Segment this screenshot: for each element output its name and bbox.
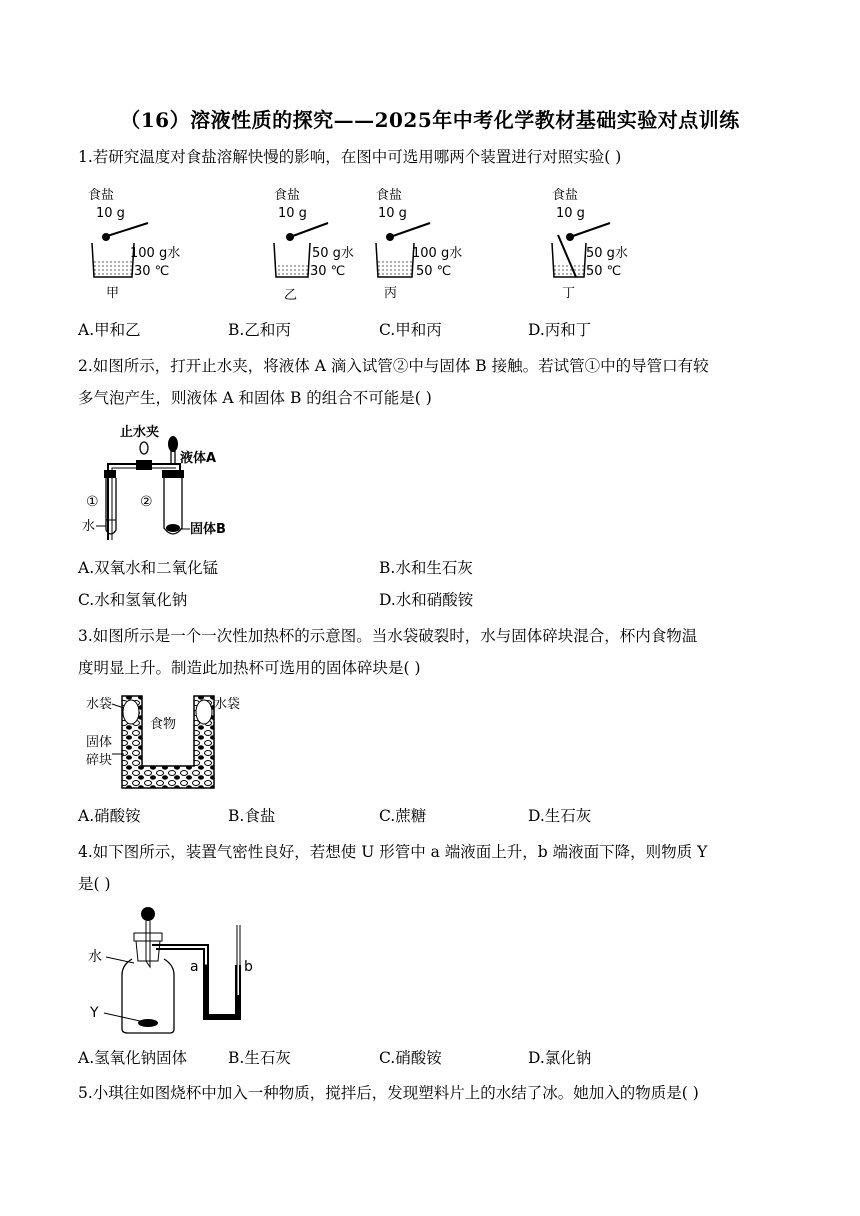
tube-1-label: ①	[86, 494, 99, 510]
beaker-3-label: 丙	[384, 286, 398, 301]
beaker-1-label: 甲	[106, 286, 120, 301]
water-label: 水	[88, 949, 102, 965]
solid-label-1: 固体	[86, 735, 113, 750]
substance-y-label: Y	[90, 1005, 99, 1021]
beaker-1-salt: 食盐	[88, 188, 115, 203]
water-bag-left-label: 水袋	[86, 697, 113, 712]
beaker-2-water: 50 g水	[312, 246, 354, 261]
clamp-label: 止水夹	[120, 425, 160, 440]
q3-option-b[interactable]: B.食盐	[228, 807, 276, 825]
beaker-ding	[552, 187, 628, 301]
food-label: 食物	[150, 717, 177, 732]
page-title: （16）溶液性质的探究——2025年中考化学教材基础实验对点训练	[120, 108, 740, 132]
beaker-1-mass: 10 g	[96, 206, 125, 221]
tube-2-label: ②	[140, 494, 153, 510]
beaker-yi	[274, 187, 354, 303]
question-3-line-1: 3.如图所示是一个一次性加热杯的示意图。当水袋破裂时，水与固体碎块混合，杯内食物温	[78, 627, 698, 645]
beaker-3-salt: 食盐	[376, 188, 403, 203]
q1-option-b[interactable]: B.乙和丙	[228, 321, 291, 339]
question-1-figure	[78, 185, 638, 305]
question-2-line-1: 2.如图所示，打开止水夹，将液体 A 滴入试管②中与固体 B 接触。若试管①中的导管口有较	[78, 357, 709, 375]
q1-option-c[interactable]: C.甲和丙	[379, 321, 442, 339]
solid-b-label: 固体B	[190, 522, 226, 537]
u-tube-a-label: a	[190, 959, 199, 975]
question-3-line-2: 度明显上升。制造此加热杯可选用的固体碎块是( )	[78, 659, 421, 677]
beaker-1-water: 100 g水	[130, 246, 181, 261]
beaker-1-temp: 30 ℃	[134, 264, 170, 279]
q2-option-a[interactable]: A.双氧水和二氧化锰	[78, 559, 219, 577]
question-4-options	[78, 1046, 778, 1074]
q3-option-a[interactable]: A.硝酸铵	[78, 807, 141, 825]
question-2-stem	[78, 350, 778, 414]
question-4-line-2: 是( )	[78, 875, 111, 893]
q2-option-c[interactable]: C.水和氢氧化钠	[78, 591, 188, 609]
beaker-4-salt: 食盐	[552, 188, 579, 203]
question-3-options	[78, 804, 778, 832]
question-1-options	[78, 318, 778, 346]
question-2-figure	[78, 420, 258, 545]
q4-option-d[interactable]: D.氯化钠	[528, 1049, 592, 1067]
beaker-jia	[88, 187, 180, 301]
beaker-2-salt: 食盐	[274, 188, 301, 203]
beaker-3-temp: 50 ℃	[416, 264, 452, 279]
question-5-stem: 5.小琪往如图烧杯中加入一种物质，搅拌后，发现塑料片上的水结了冰。她加入的物质是( )	[78, 1084, 699, 1102]
q4-option-a[interactable]: A.氢氧化钠固体	[78, 1049, 188, 1067]
question-4-stem	[78, 836, 778, 900]
q1-option-a[interactable]: A.甲和乙	[78, 321, 141, 339]
beaker-2-mass: 10 g	[278, 206, 307, 221]
q4-option-c[interactable]: C.硝酸铵	[379, 1049, 442, 1067]
water-bag-right-label: 水袋	[214, 697, 241, 712]
u-tube-b-label: b	[244, 959, 253, 975]
q1-option-d[interactable]: D.丙和丁	[528, 321, 592, 339]
question-3-stem	[78, 620, 778, 684]
q2-option-b[interactable]: B.水和生石灰	[379, 559, 473, 577]
q2-option-d[interactable]: D.水和硝酸铵	[379, 591, 474, 609]
question-4-line-1: 4.如下图所示，装置气密性良好，若想使 U 形管中 a 端液面上升，b 端液面下降，则物质 Y	[78, 843, 708, 861]
question-1-stem: 1.若研究温度对食盐溶解快慢的影响，在图中可选用哪两个装置进行对照实验( )	[78, 148, 622, 166]
beaker-4-label: 丁	[562, 286, 576, 301]
beaker-bing	[376, 187, 462, 301]
question-4-figure	[84, 905, 274, 1040]
water-label: 水	[82, 519, 96, 534]
question-2-line-2: 多气泡产生，则液体 A 和固体 B 的组合不可能是( )	[78, 389, 432, 407]
liquid-a-label: 液体A	[180, 451, 217, 466]
beaker-4-mass: 10 g	[556, 206, 585, 221]
solid-label-2: 碎块	[86, 753, 113, 768]
beaker-4-water: 50 g水	[586, 246, 628, 261]
beaker-3-mass: 10 g	[378, 206, 407, 221]
question-2-options-row-2	[78, 588, 778, 616]
beaker-2-label: 乙	[284, 288, 298, 303]
question-2-options-row-1	[78, 556, 778, 584]
q3-option-d[interactable]: D.生石灰	[528, 807, 592, 825]
question-3-figure	[84, 690, 254, 795]
q4-option-b[interactable]: B.生石灰	[228, 1049, 291, 1067]
beaker-2-temp: 30 ℃	[310, 264, 346, 279]
beaker-4-temp: 50 ℃	[586, 264, 622, 279]
beaker-3-water: 100 g水	[412, 246, 463, 261]
q3-option-c[interactable]: C.蔗糖	[379, 807, 427, 825]
